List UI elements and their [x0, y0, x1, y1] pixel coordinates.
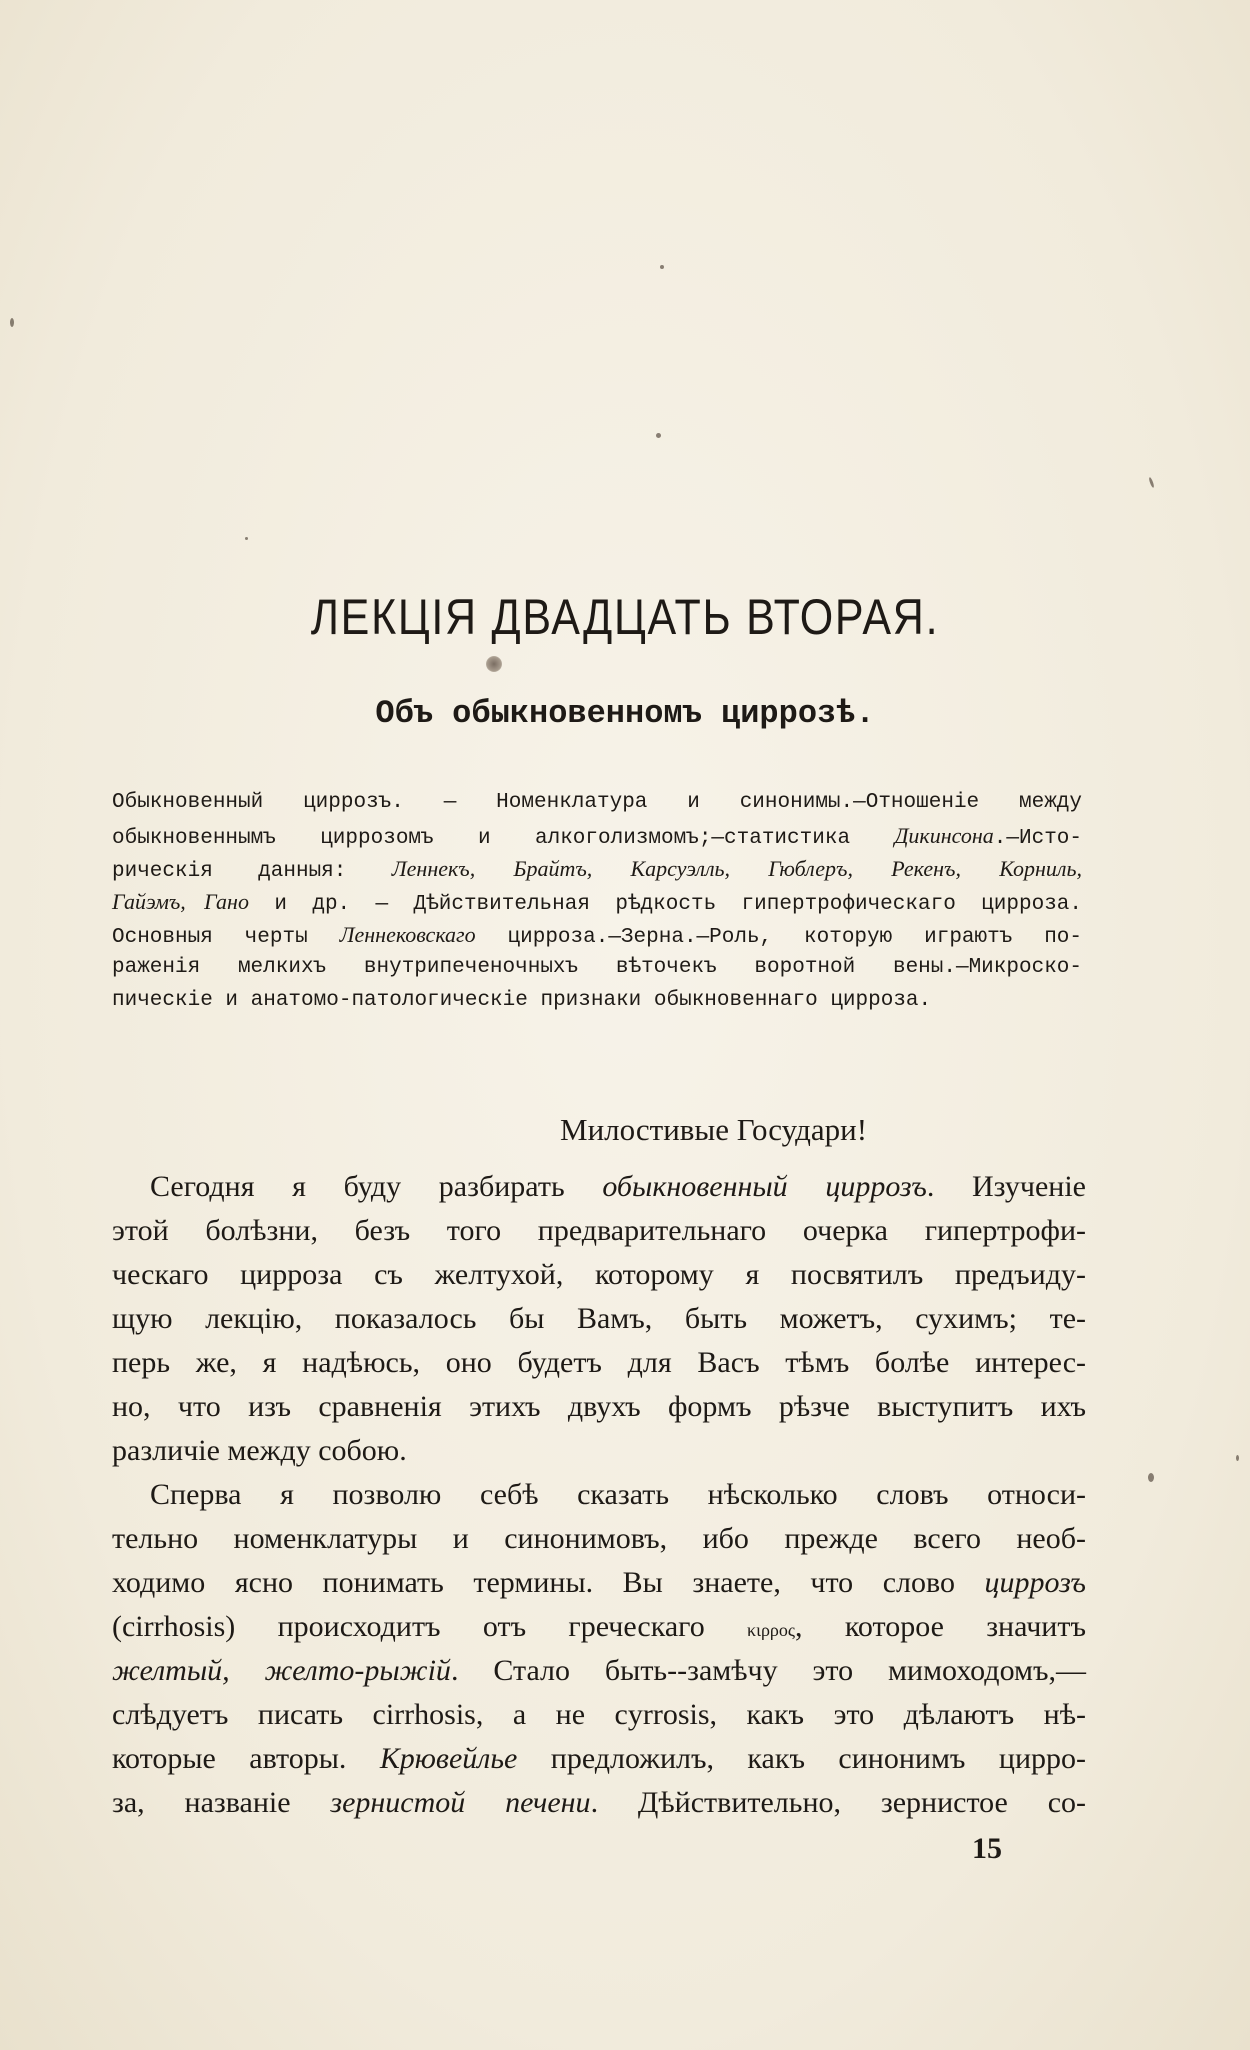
lecture-summary — [112, 786, 1082, 1017]
speck-2 — [660, 265, 664, 269]
paragraph-2-line: ходимо ясно понимать термины. Вы знаете, что слово циррозъ — [112, 1566, 1086, 1599]
page-number: 15 — [972, 1832, 1002, 1865]
lecture-subtitle: Объ обыкновенномъ циррозѣ. — [375, 695, 875, 732]
body-text — [112, 1165, 1086, 1825]
paragraph-2-line: слѣдуетъ писать cirrhosis, а не cyrrosis, какъ это дѣлаютъ нѣ- — [112, 1698, 1086, 1731]
speck-7 — [245, 537, 248, 540]
summary-line: Основныя черты Леннековскаго цирроза.—Зерна.—Роль, которую играютъ по- — [112, 922, 1082, 949]
paragraph-1-line: перь же, я надѣюсь, оно будетъ для Васъ тѣмъ болѣе интерес- — [112, 1346, 1086, 1379]
speck-6 — [1236, 1455, 1239, 1461]
summary-line: пическіе и анатомо-патологическіе признаки обыкновеннаго цирроза. — [112, 989, 932, 1012]
summary-line: обыкновеннымъ циррозомъ и алкоголизмомъ;—статистика Дикинсона.—Исто- — [112, 823, 1082, 850]
paragraph-1-line: но, что изъ сравненія этихъ двухъ формъ рѣзче выступитъ ихъ — [112, 1390, 1086, 1423]
paragraph-2-line: желтый, желто-рыжій. Стало быть--замѣчу это мимоходомъ,— — [112, 1654, 1086, 1687]
speck-1 — [10, 318, 14, 327]
paragraph-2-line: Сперва я позволю себѣ сказать нѣсколько словъ относи- — [150, 1478, 1086, 1511]
summary-line: Гайэмъ, Гано и др. — Дѣйствительная рѣдкость гипертрофическаго цирроза. — [112, 889, 1082, 916]
paragraph-1-line: Сегодня я буду разбирать обыкновенный циррозъ. Изученіе — [150, 1170, 1086, 1203]
speck-5 — [1148, 1473, 1154, 1482]
paragraph-1-line: щую лекцію, показалось бы Вамъ, быть можетъ, сухимъ; те- — [112, 1302, 1086, 1335]
paragraph-1-line: этой болѣзни, безъ того предварительнаго очерка гипертрофи- — [112, 1214, 1086, 1247]
lecture-title: ЛЕКЦІЯ ДВАДЦАТЬ ВТОРАЯ. — [310, 589, 940, 645]
summary-line: раженія мелкихъ внутрипеченочныхъ вѣточекъ воротной вены.—Микроско- — [112, 956, 1082, 979]
speck-3 — [656, 433, 661, 438]
paragraph-2-line: (cirrhosis) происходитъ отъ греческаго κιρρος, которое значитъ — [112, 1610, 1086, 1643]
paragraph-2-line: за, названіе зернистой печени. Дѣйствительно, зернистое со- — [112, 1786, 1086, 1819]
summary-line: Обыкновенный циррозъ. — Номенклатура и синонимы.—Отношеніе между — [112, 791, 1082, 814]
paragraph-2-line: которые авторы. Крювейлье предложилъ, какъ синонимъ цирро- — [112, 1742, 1086, 1775]
summary-line: рическія данныя: Леннекъ, Брайтъ, Карсуэлль, Гюблеръ, Рекенъ, Корниль, — [112, 856, 1082, 883]
paragraph-2-line: тельно номенклатуры и синонимовъ, ибо прежде всего необ- — [112, 1522, 1086, 1555]
speck-4 — [1148, 477, 1155, 488]
paragraph-1-line: ческаго цирроза съ желтухой, которому я посвятилъ предъиду- — [112, 1258, 1086, 1291]
ornament-icon — [486, 656, 502, 672]
paragraph-1-line: различіе между собою. — [112, 1434, 407, 1467]
salutation: Милостивые Государи! — [560, 1112, 868, 1147]
